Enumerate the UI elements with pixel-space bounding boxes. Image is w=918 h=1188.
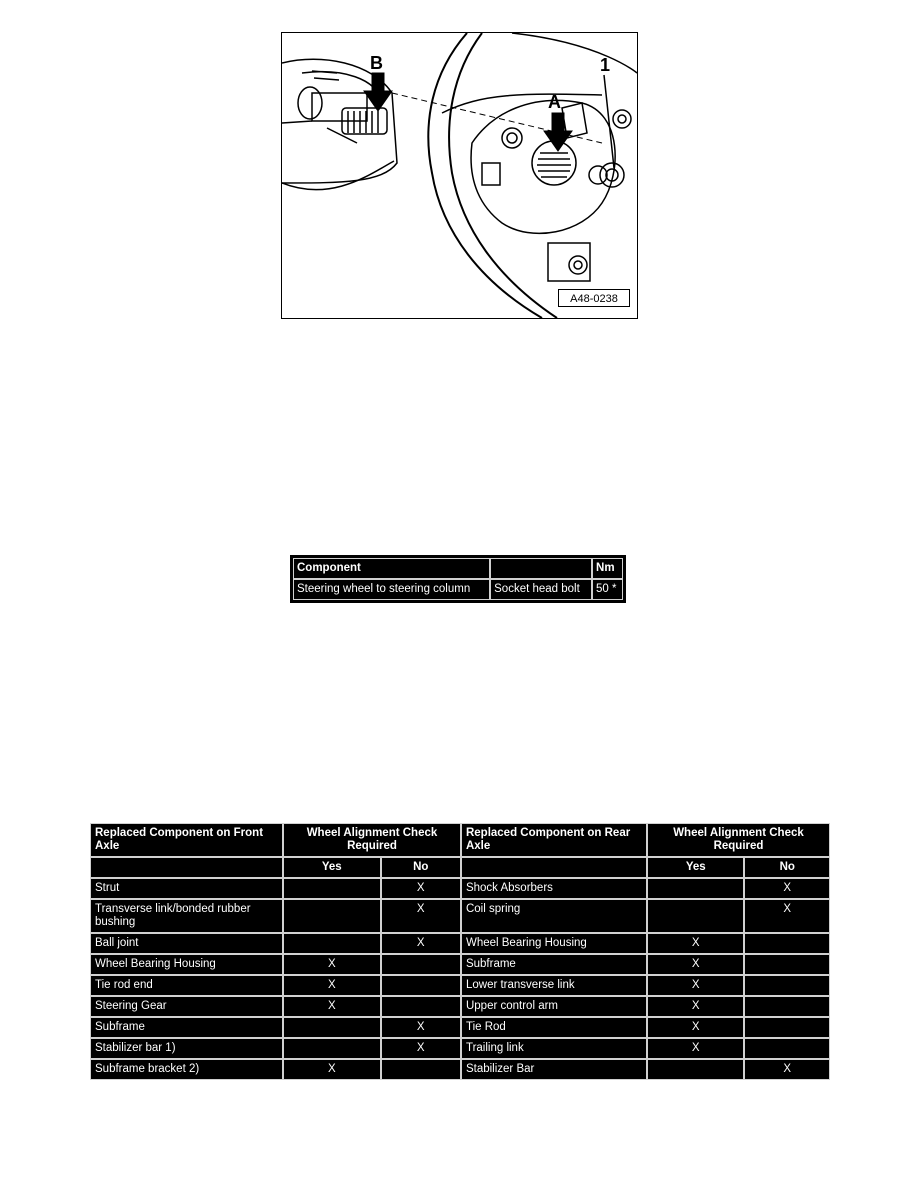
cell-rear-component: Coil spring	[461, 899, 647, 933]
cell-front-yes: X	[283, 954, 381, 975]
subheader-rear-yes: Yes	[647, 857, 745, 878]
cell-rear-component: Lower transverse link	[461, 975, 647, 996]
cell-rear-component: Stabilizer Bar	[461, 1059, 647, 1080]
cell-front-no: X	[381, 1038, 461, 1059]
cell-rear-no	[744, 1038, 830, 1059]
cell-front-yes	[283, 1038, 381, 1059]
cell-front-no	[381, 975, 461, 996]
cell-rear-component: Wheel Bearing Housing	[461, 933, 647, 954]
subheader-rear-no: No	[744, 857, 830, 878]
cell-rear-component: Upper control arm	[461, 996, 647, 1017]
cell-front-component: Subframe	[90, 1017, 283, 1038]
cell-front-component: Steering Gear	[90, 996, 283, 1017]
cell-front-no	[381, 1059, 461, 1080]
header-front-check: Wheel Alignment Check Required	[283, 823, 461, 857]
cell-rear-yes: X	[647, 975, 745, 996]
cell-rear-no: X	[744, 1059, 830, 1080]
cell-rear-yes: X	[647, 1017, 745, 1038]
steering-wheel-figure	[281, 32, 638, 319]
subheader-empty	[461, 857, 647, 878]
cell-front-no	[381, 996, 461, 1017]
table-row	[293, 579, 623, 600]
cell-front-component: Ball joint	[90, 933, 283, 954]
cell-front-no: X	[381, 899, 461, 933]
steering-wheel-drawing	[282, 33, 637, 318]
table-row	[90, 878, 830, 899]
header-front-component: Replaced Component on Front Axle	[90, 823, 283, 857]
cell-rear-component: Tie Rod	[461, 1017, 647, 1038]
header-rear-check: Wheel Alignment Check Required	[647, 823, 830, 857]
cell-front-component: Transverse link/bonded rubber bushing	[90, 899, 283, 933]
cell-rear-no	[744, 1017, 830, 1038]
cell-front-yes: X	[283, 1059, 381, 1080]
subheader-front-yes: Yes	[283, 857, 381, 878]
cell-front-no	[381, 954, 461, 975]
cell-rear-no	[744, 933, 830, 954]
header-component: Component	[293, 558, 490, 579]
table-row	[90, 1038, 830, 1059]
cell-rear-yes	[647, 1059, 745, 1080]
table-row	[90, 1017, 830, 1038]
table-row	[90, 975, 830, 996]
subheader-front-no: No	[381, 857, 461, 878]
table-header-row	[293, 558, 623, 579]
cell-rear-no	[744, 954, 830, 975]
cell-rear-component: Trailing link	[461, 1038, 647, 1059]
cell-front-no: X	[381, 933, 461, 954]
table-subheader-row	[90, 857, 830, 878]
cell-rear-yes: X	[647, 933, 745, 954]
cell-front-yes: X	[283, 996, 381, 1017]
cell-front-yes	[283, 1017, 381, 1038]
table-row	[90, 1059, 830, 1080]
cell-fastener: Socket head bolt	[490, 579, 592, 600]
table-row	[90, 933, 830, 954]
cell-rear-no	[744, 975, 830, 996]
label-b: B	[370, 53, 383, 73]
table-row	[90, 996, 830, 1017]
figure-id: A48-0238	[558, 289, 630, 307]
cell-front-component: Wheel Bearing Housing	[90, 954, 283, 975]
cell-rear-component: Shock Absorbers	[461, 878, 647, 899]
cell-component: Steering wheel to steering column	[293, 579, 490, 600]
cell-rear-yes: X	[647, 996, 745, 1017]
cell-rear-yes: X	[647, 1038, 745, 1059]
cell-rear-component: Subframe	[461, 954, 647, 975]
header-type	[490, 558, 592, 579]
table-row	[90, 899, 830, 933]
cell-rear-no: X	[744, 878, 830, 899]
table-header-row	[90, 823, 830, 857]
cell-rear-yes	[647, 899, 745, 933]
cell-rear-no	[744, 996, 830, 1017]
cell-front-yes	[283, 878, 381, 899]
cell-front-component: Tie rod end	[90, 975, 283, 996]
cell-front-no: X	[381, 1017, 461, 1038]
cell-rear-yes: X	[647, 954, 745, 975]
label-a: A	[548, 92, 561, 112]
header-rear-component: Replaced Component on Rear Axle	[461, 823, 647, 857]
cell-front-component: Strut	[90, 878, 283, 899]
cell-front-yes: X	[283, 975, 381, 996]
cell-torque: 50 *	[592, 579, 623, 600]
cell-front-yes	[283, 933, 381, 954]
table-row	[90, 954, 830, 975]
torque-table	[291, 556, 625, 602]
cell-front-component: Subframe bracket 2)	[90, 1059, 283, 1080]
cell-front-no: X	[381, 878, 461, 899]
subheader-empty	[90, 857, 283, 878]
cell-front-component: Stabilizer bar 1)	[90, 1038, 283, 1059]
cell-front-yes	[283, 899, 381, 933]
wheel-alignment-table	[90, 823, 830, 1080]
cell-rear-no: X	[744, 899, 830, 933]
alignment-rows	[90, 878, 830, 1080]
header-nm: Nm	[592, 558, 623, 579]
label-1: 1	[600, 55, 611, 75]
cell-rear-yes	[647, 878, 745, 899]
